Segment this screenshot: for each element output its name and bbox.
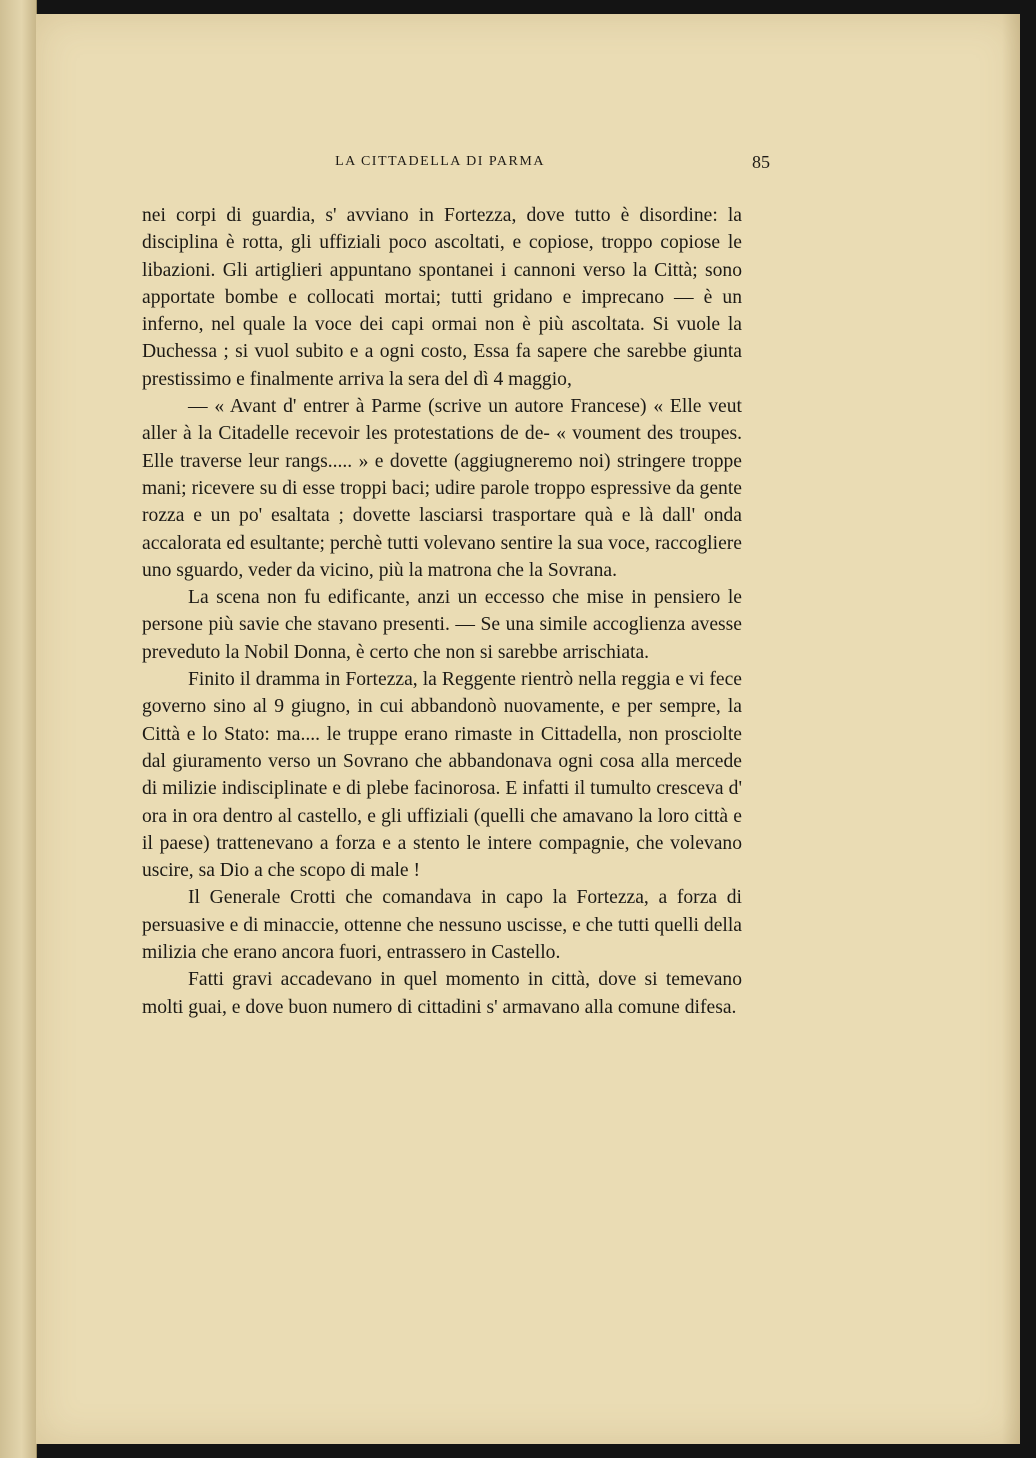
page-number: 85 <box>752 152 770 172</box>
running-title: LA CITTADELLA DI PARMA <box>335 154 545 169</box>
paragraph-4: Finito il dramma in Fortezza, la Reggente rientrò nella reggia e vi fece governo sino al 9 giugno, in cui abbandonò nuovamente, e per sempre, la Città e lo Stato: ma.... le truppe erano rimaste in Cittadella, non prosciolte dal giuramento verso un Sovrano che abbandonava ogni cosa alla mercede di milizie indisciplinate e di plebe facinorosa. E infatti il tumulto cresceva d' ora in ora dentro al castello, e gli uffiziali (quelli che amavano la loro città e il paese) trattenevano a forza e a stento le intere compagnie, che volevano uscire, sa Dio a che scopo di male ! <box>142 669 742 882</box>
body-text <box>142 202 742 1021</box>
page-header <box>140 152 780 174</box>
paragraph-2: — « Avant d' entrer à Parme (scrive un autore Francese) « Elle veut aller à la Citadelle recevoir les protestations de de- « voument des troupes. Elle traverse leur rangs..... » e dovette (aggiugneremo noi) stringere troppe mani; ricevere su di esse troppi baci; udire parole troppo espressive da gente rozza e un po' esaltata ; dovette lasciarsi trasportare quà e là dall' onda accalorata ed esultante; perchè tutti volevano sentire la sua voce, raccogliere uno sguardo, veder da vicino, più la matrona che la Sovrana. <box>142 396 742 581</box>
paragraph-1: nei corpi di guardia, s' avviano in Fortezza, dove tutto è disordine: la disciplina è rotta, gli uffiziali poco ascoltati, e copiose, troppo copiose le libazioni. Gli artiglieri appuntano spontanei i cannoni verso la Città; sono apportate bombe e collocati mortai; tutti gridano e imprecano — è un inferno, nel quale la voce dei capi ormai non è più ascoltata. Si vuole la Duchessa ; si vuol subito e a ogni costo, Essa fa sapere che sarebbe giunta prestissimo e finalmente arriva la sera del dì 4 maggio, <box>142 205 742 390</box>
paragraph-5: Il Generale Crotti che comandava in capo la Fortezza, a forza di persuasive e di minaccie, ottenne che nessuno uscisse, e che tutti quelli della milizia che erano ancora fuori, entrassero in Castello. <box>142 887 742 964</box>
book-spine <box>0 0 37 1458</box>
paragraph-6: Fatti gravi accadevano in quel momento in città, dove si temevano molti guai, e dove buon numero di cittadini s' armavano alla comune difesa. <box>142 969 742 1018</box>
page-edge-shadow <box>1002 14 1020 1444</box>
paragraph-3: La scena non fu edificante, anzi un eccesso che mise in pensiero le persone più savie che stavano presenti. — Se una simile accoglienza avesse preveduto la Nobil Donna, è certo che non si sarebbe arrischiata. <box>142 587 742 663</box>
